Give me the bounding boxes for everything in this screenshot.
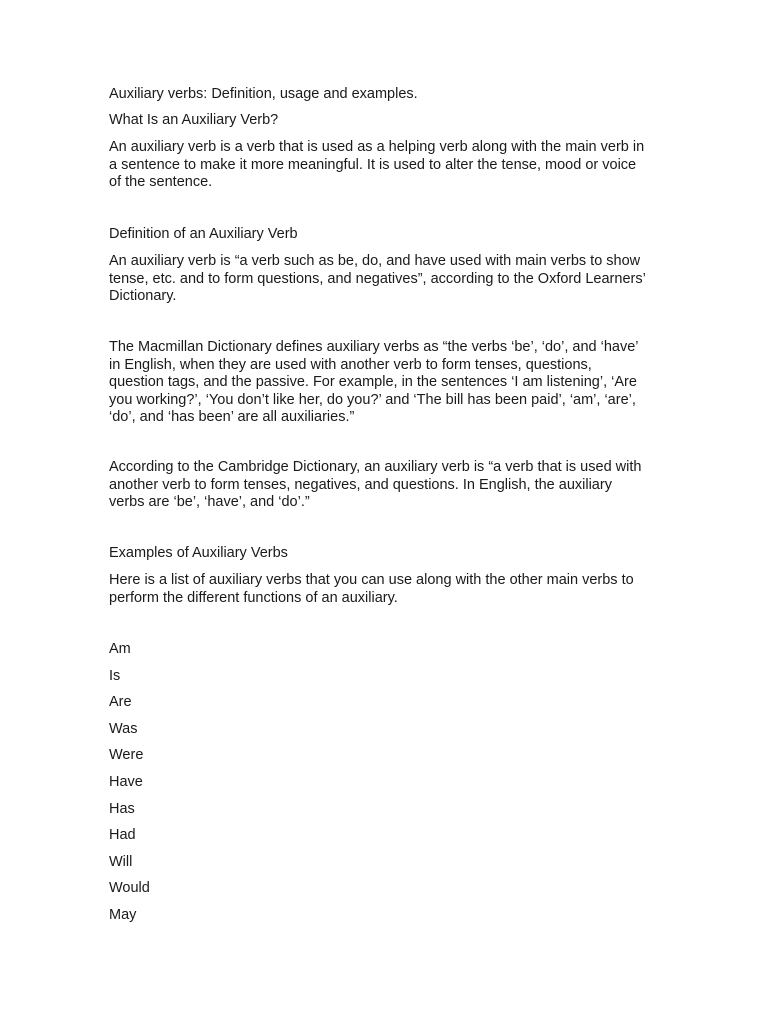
list-item: Is [109,667,121,684]
section-heading-what-is: What Is an Auxiliary Verb? [109,112,279,128]
list-item: Will [109,853,133,870]
list-item: Am [109,641,131,657]
list-item: Would [109,880,150,897]
paragraph-macmillan: The Macmillan Dictionary defines auxiliary verbs as “the verbs ‘be’, ‘do’, and ‘have’ in English, when they are used with another verb to form tenses, questions, question tags, and the passive. For example, in the sentences ‘I am listening’, ‘Are you working?’, ‘You don’t like her, do you?’ and ‘The bill has been paid’, ‘am’, ‘are’, ‘do’, and ‘has been’ are all auxiliaries.” [109,339,638,425]
document-title: Auxiliary verbs: Definition, usage and examples. [109,86,418,102]
auxiliary-verb-list [109,641,150,934]
list-item: Has [109,800,135,817]
paragraph-cambridge: According to the Cambridge Dictionary, an auxiliary verb is “a verb that is used with another verb to form tenses, negatives, and questions. In English, the auxiliary verbs are ‘be’, ‘have’, and ‘do’.” [109,459,642,510]
section-heading-definition: Definition of an Auxiliary Verb [109,226,298,242]
list-item: Was [109,720,138,737]
list-item: Are [109,694,132,711]
paragraph-oxford: An auxiliary verb is “a verb such as be, do, and have used with main verbs to show tense, etc. and to form questions, and negatives”, according to the Oxford Learners’ Dictionary. [109,253,646,304]
list-item: Had [109,827,136,844]
list-item: May [109,906,137,923]
paragraph-examples-intro: Here is a list of auxiliary verbs that you can use along with the other main verbs to perform the different functions of an auxiliary. [109,572,634,606]
list-item: Have [109,773,143,790]
section-heading-examples: Examples of Auxiliary Verbs [109,545,288,561]
list-item: Were [109,747,144,764]
paragraph-what-is: An auxiliary verb is a verb that is used as a helping verb along with the main verb in a sentence to make it more meaningful. It is used to alter the tense, mood or voice of the sentence. [109,139,645,190]
